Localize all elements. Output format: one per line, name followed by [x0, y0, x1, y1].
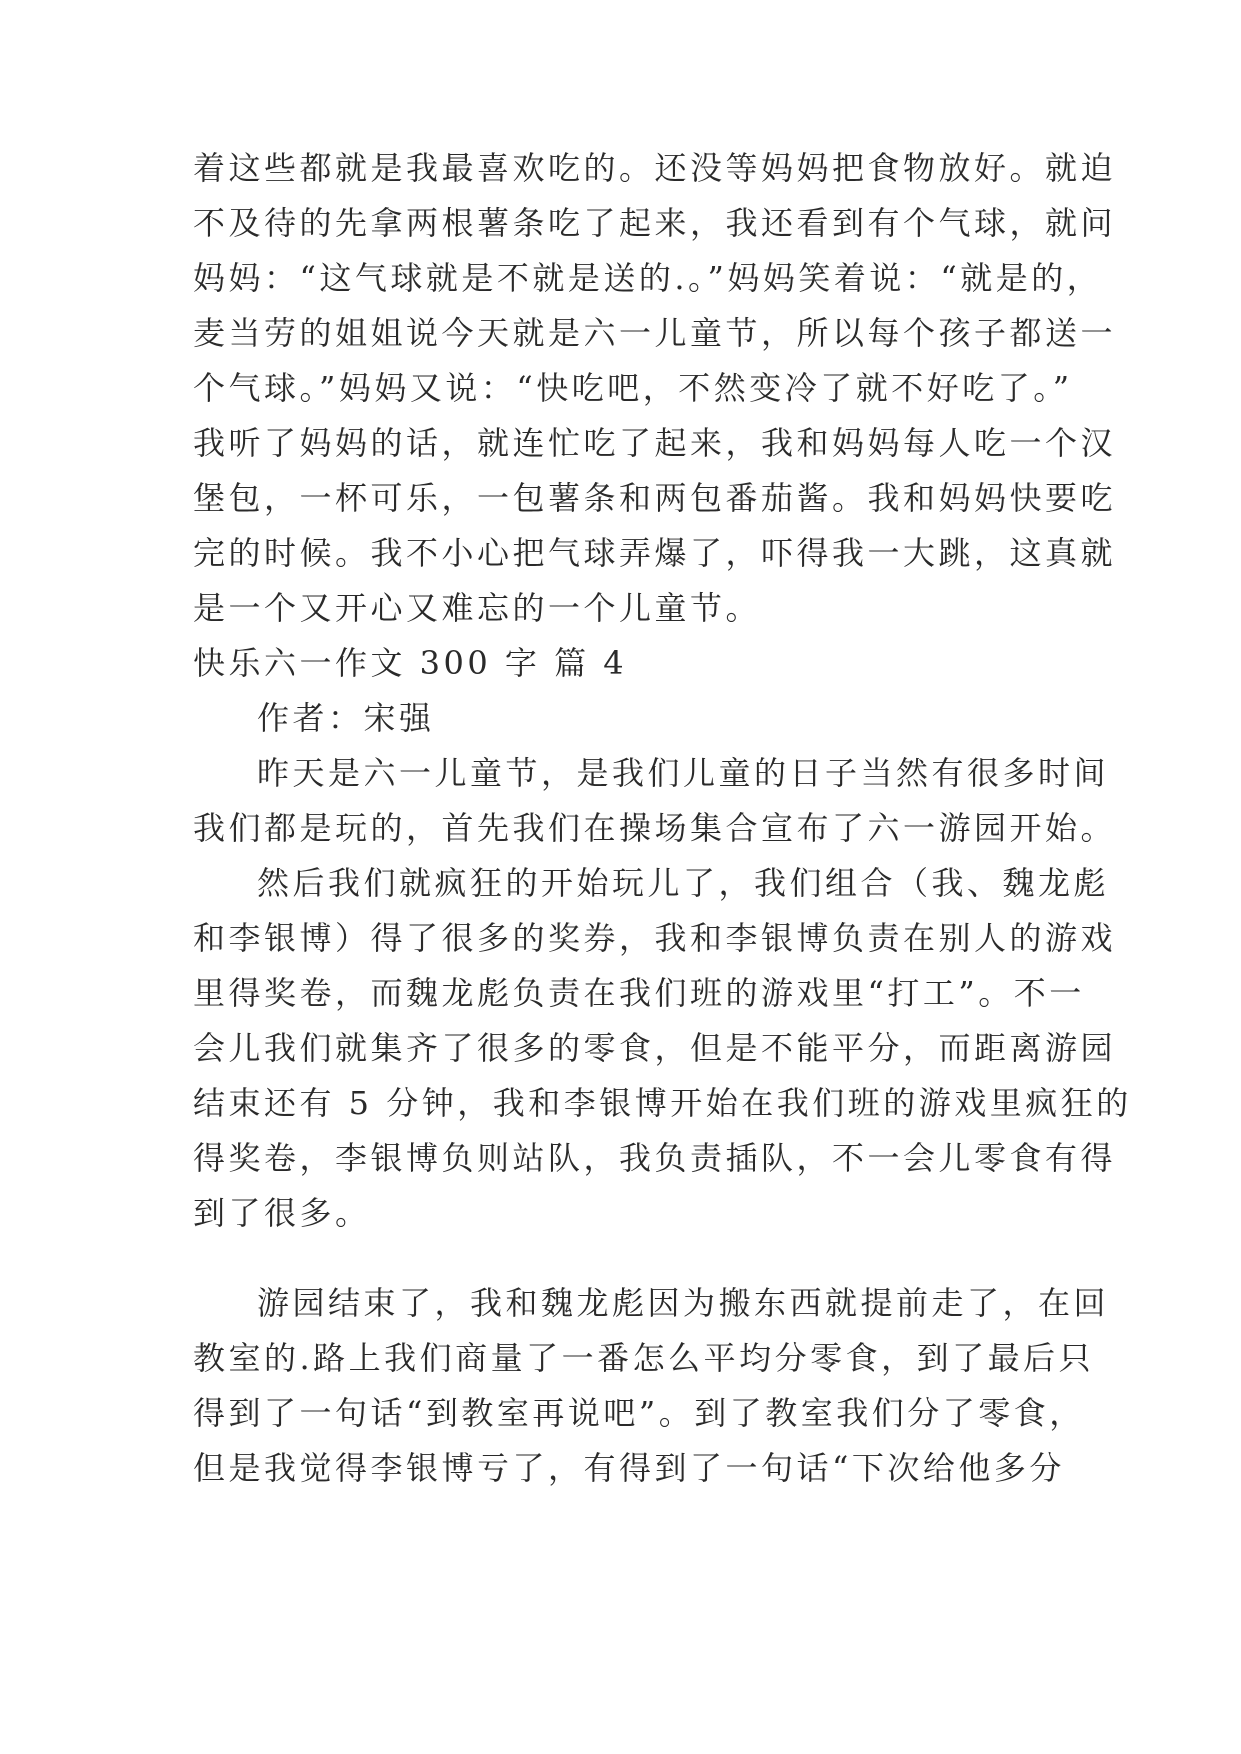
text-line: 完的时候。我不小心把气球弄爆了，吓得我一大跳，这真就: [193, 534, 1117, 572]
text-line: 我听了妈妈的话，就连忙吃了起来，我和妈妈每人吃一个汉: [193, 424, 1117, 462]
text-line: 教室的.路上我们商量了一番怎么平均分零食，到了最后只: [193, 1339, 1095, 1377]
text-line: 麦当劳的姐姐说今天就是六一儿童节，所以每个孩子都送一: [193, 314, 1117, 352]
text-line: 我们都是玩的，首先我们在操场集合宣布了六一游园开始。: [193, 809, 1117, 847]
text-line: 堡包，一杯可乐，一包薯条和两包番茄酱。我和妈妈快要吃: [193, 479, 1117, 517]
text-line: 得到了一句话“到教室再说吧”。到了教室我们分了零食，: [193, 1394, 1085, 1432]
text-line: 会儿我们就集齐了很多的零食，但是不能平分，而距离游园: [193, 1029, 1117, 1067]
author-line: 作者：宋强: [257, 699, 435, 737]
section-heading: 快乐六一作文 300 字 篇 4: [193, 644, 628, 682]
text-line: 结束还有 5 分钟，我和李银博开始在我们班的游戏里疯狂的: [193, 1084, 1132, 1122]
text-line: 不及待的先拿两根薯条吃了起来，我还看到有个气球，就问: [193, 204, 1117, 242]
text-line: 昨天是六一儿童节，是我们儿童的日子当然有很多时间: [257, 754, 1110, 792]
text-line: 但是我觉得李银博亏了，有得到了一句话“下次给他多分: [193, 1449, 1065, 1487]
text-line: 妈妈：“这气球就是不就是送的.。”妈妈笑着说：“就是的，: [193, 259, 1103, 297]
text-line: 着这些都就是我最喜欢吃的。还没等妈妈把食物放好。就迫: [193, 149, 1117, 187]
text-line: 到了很多。: [193, 1194, 371, 1232]
text-line: 和李银博）得了很多的奖券，我和李银博负责在别人的游戏: [193, 919, 1117, 957]
text-line: 然后我们就疯狂的开始玩儿了，我们组合（我、魏龙彪: [257, 864, 1110, 902]
text-line: 得奖卷，李银博负则站队，我负责插队，不一会儿零食有得: [193, 1139, 1117, 1177]
text-line: 里得奖卷，而魏龙彪负责在我们班的游戏里“打工”。不一: [193, 974, 1085, 1012]
text-line: 游园结束了，我和魏龙彪因为搬东西就提前走了，在回: [257, 1284, 1110, 1322]
text-line: 个气球。”妈妈又说：“快吃吧，不然变冷了就不好吃了。”: [193, 369, 1073, 407]
text-line: 是一个又开心又难忘的一个儿童节。: [193, 589, 762, 627]
